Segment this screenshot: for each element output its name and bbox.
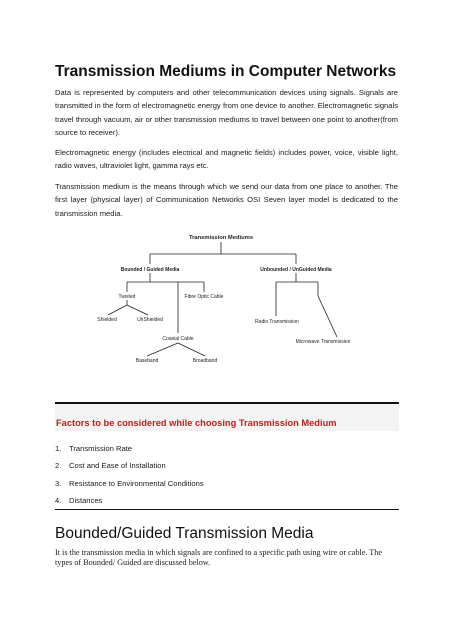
- intro-paragraph: Data is represented by computers and other telecommunication devices using signals. Signals are transmitted in the form of electromagnetic energy from one device to another. Electromagnetic signals travel through vacuum, air or other transmission mediums to travel between one point to another(from source to receiver).: [55, 88, 398, 137]
- factors-list: [55, 444, 204, 513]
- divider: [55, 509, 399, 510]
- diagram-unshielded-label: UnShielded: [137, 317, 163, 323]
- medium-paragraph: Transmission medium is the means through which we send our data from one place to another. The first layer (physical layer) of Communication Networks OSI Seven layer model is dedicated to the transmission media.: [55, 182, 398, 218]
- factors-heading-band: [55, 402, 399, 431]
- energy-paragraph: Electromagnetic energy (includes electrical and magnetic fields) includes power, voice, visible light, radio waves, ultraviolet light, gamma rays etc.: [55, 148, 398, 171]
- diagram-coaxial-label: Coaxial Cable: [162, 336, 194, 342]
- list-item: 4. Distances: [55, 495, 103, 505]
- list-item: 1. Transmission Rate: [55, 444, 133, 453]
- diagram-twisted-label: Twisted: [118, 294, 136, 300]
- diagram-broadband-label: Broadband: [192, 358, 218, 364]
- diagram-unbounded-label: Unbounded / UnGuided Media: [260, 267, 332, 273]
- diagram-microwave-label: Microwave Transmission: [295, 339, 351, 345]
- section-paragraph: It is the transmission media in which signals are confined to a specific path using wire or cable. The types of Bounded/ Guided are discussed below.: [55, 548, 383, 568]
- factors-heading: Factors to be considered while choosing Transmission Medium: [56, 418, 337, 428]
- diagram-fibre-label: Fibre Optic Cable: [184, 294, 224, 300]
- diagram-baseband-label: Baseband: [135, 358, 159, 364]
- list-item: 2. Cost and Ease of Installation: [55, 461, 166, 471]
- diagram-shielded-label: Shielded: [97, 317, 117, 323]
- diagram-root-label: Transmission Mediums: [188, 235, 254, 241]
- diagram-radio-label: Radio Transmission: [255, 319, 299, 325]
- page-title: Transmission Mediums in Computer Networks: [55, 63, 397, 80]
- section-title: Bounded/Guided Transmission Media: [55, 525, 314, 542]
- diagram-bounded-label: Bounded / Guided Media: [120, 267, 180, 273]
- list-item: 3. Resistance to Environmental Conditions: [55, 478, 204, 488]
